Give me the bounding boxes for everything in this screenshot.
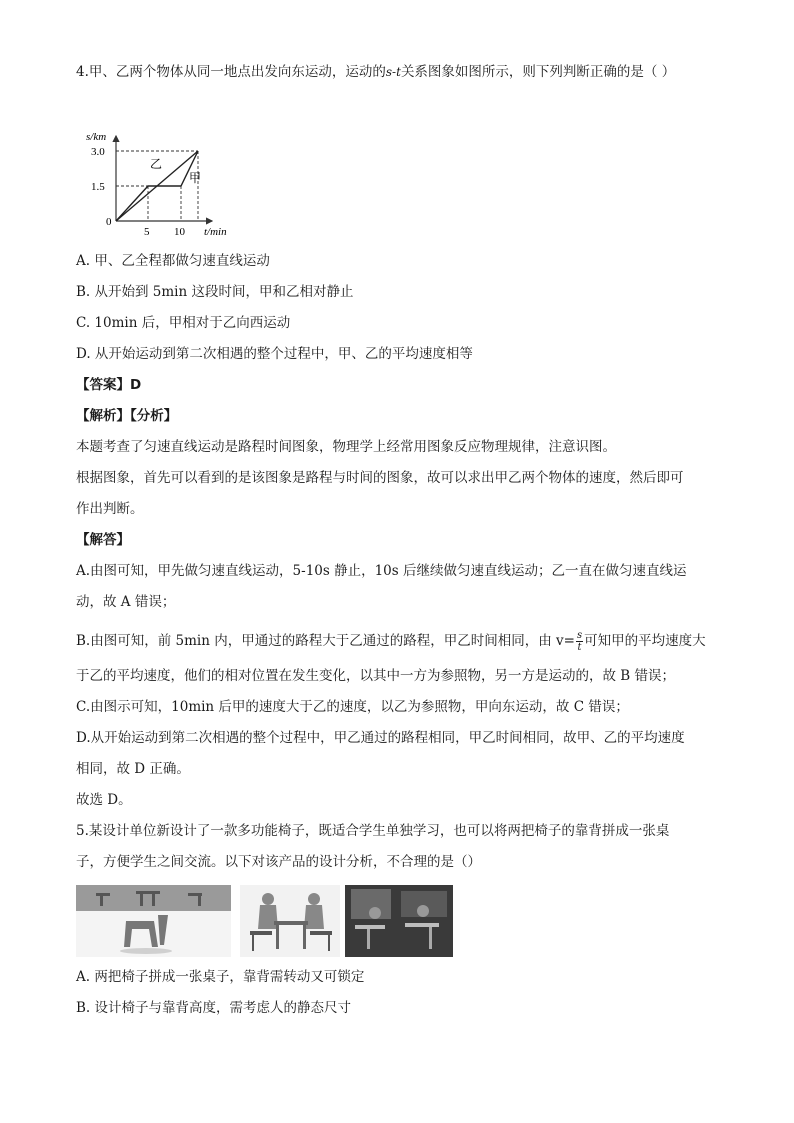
y-axis-label: s/km (86, 131, 107, 143)
q4-solution-c: C.由图示可知，10min 后甲的速度大于乙的速度，以乙为参照物，甲向东运动，故 C 错误； (76, 699, 629, 715)
q5-option-b: B. 设计椅子与靠背高度，需考虑人的静态尺寸 (76, 1000, 352, 1016)
label-yi: 乙 (150, 157, 163, 171)
q4-analysis-line-2: 根据图象，首先可以看到的是该图象是路程与时间的图象，故可以求出甲乙两个物体的速度，然后即可 (76, 470, 684, 486)
q5-option-a: A. 两把椅子拼成一张桌子，靠背需转动又可锁定 (76, 969, 365, 985)
x-tick-5: 5 (144, 226, 150, 238)
label-jia: 甲 (189, 171, 202, 185)
chair-photo-1 (76, 885, 231, 957)
q4-solution-a-2: 动，故 A 错误； (76, 594, 176, 610)
y-tick-3: 3.0 (91, 146, 105, 158)
q4-solution-b-2: 于乙的平均速度，他们的相对位置在发生变化，以其中一方为参照物，另一方是运动的，故 B 错误； (76, 668, 676, 684)
q4-option-d: D. 从开始运动到第二次相遇的整个过程中，甲、乙的平均速度相等 (76, 346, 473, 362)
q4-analysis-header: 【解析】【分析】 (76, 408, 178, 424)
fraction-denominator: t (577, 642, 582, 653)
q4-conclusion: 故选 D。 (76, 792, 132, 808)
q4-solution-b-1 (76, 630, 706, 653)
q4-option-c: C. 10min 后，甲相对于乙向西运动 (76, 315, 291, 331)
q4-option-b: B. 从开始到 5min 这段时间，甲和乙相对静止 (76, 284, 354, 300)
chair-photo-2 (240, 885, 340, 957)
q4-analysis-line-1: 本题考查了匀速直线运动是路程时间图象，物理学上经常用图象反应物理规律，注意识图。 (76, 439, 616, 455)
q4-analysis-line-3: 作出判断。 (76, 501, 144, 517)
x-tick-10: 10 (174, 226, 185, 238)
q4-solution-b-1-post: 可知甲的平均速度大 (584, 633, 706, 649)
q4-solution-b-1-pre: B.由图可知，前 5min 内，甲通过的路程大于乙通过的路程，甲乙时间相同，由 v= (76, 633, 575, 649)
q4-option-a: A. 甲、乙全程都做匀速直线运动 (76, 253, 270, 269)
q4-stem (76, 63, 675, 81)
velocity-fraction (576, 630, 583, 653)
st-graph (76, 128, 276, 238)
q4-solution-d-2: 相同，故 D 正确。 (76, 761, 190, 777)
x-axis-label: t/min (204, 226, 227, 238)
chair-photo-3 (345, 885, 453, 957)
q4-solution-a-1: A.由图可知，甲先做匀速直线运动，5-10s 静止，10s 后继续做匀速直线运动；乙一直在做匀速直线运 (76, 563, 687, 579)
q4-solution-header: 【解答】 (76, 532, 130, 548)
q4-stem-a: 4.甲、乙两个物体从同一地点出发向东运动，运动的 (76, 64, 386, 80)
q4-stem-b: 关系图象如图所示，则下列判断正确的是（ ） (400, 64, 676, 80)
q5-stem-1: 5.某设计单位新设计了一款多功能椅子，既适合学生单独学习，也可以将两把椅子的靠背拼成一张桌 (76, 823, 670, 839)
q4-stem-var: s-t (385, 65, 401, 79)
fraction-numerator: s (576, 630, 583, 641)
q5-stem-2: 子，方便学生之间交流。以下对该产品的设计分析，不合理的是（） (76, 854, 481, 870)
q4-solution-d-1: D.从开始运动到第二次相遇的整个过程中，甲乙通过的路程相同，甲乙时间相同，故甲、乙的平均速度 (76, 730, 685, 746)
origin-label: 0 (106, 216, 112, 228)
q4-answer: 【答案】D (76, 377, 142, 393)
y-tick-15: 1.5 (91, 181, 105, 193)
